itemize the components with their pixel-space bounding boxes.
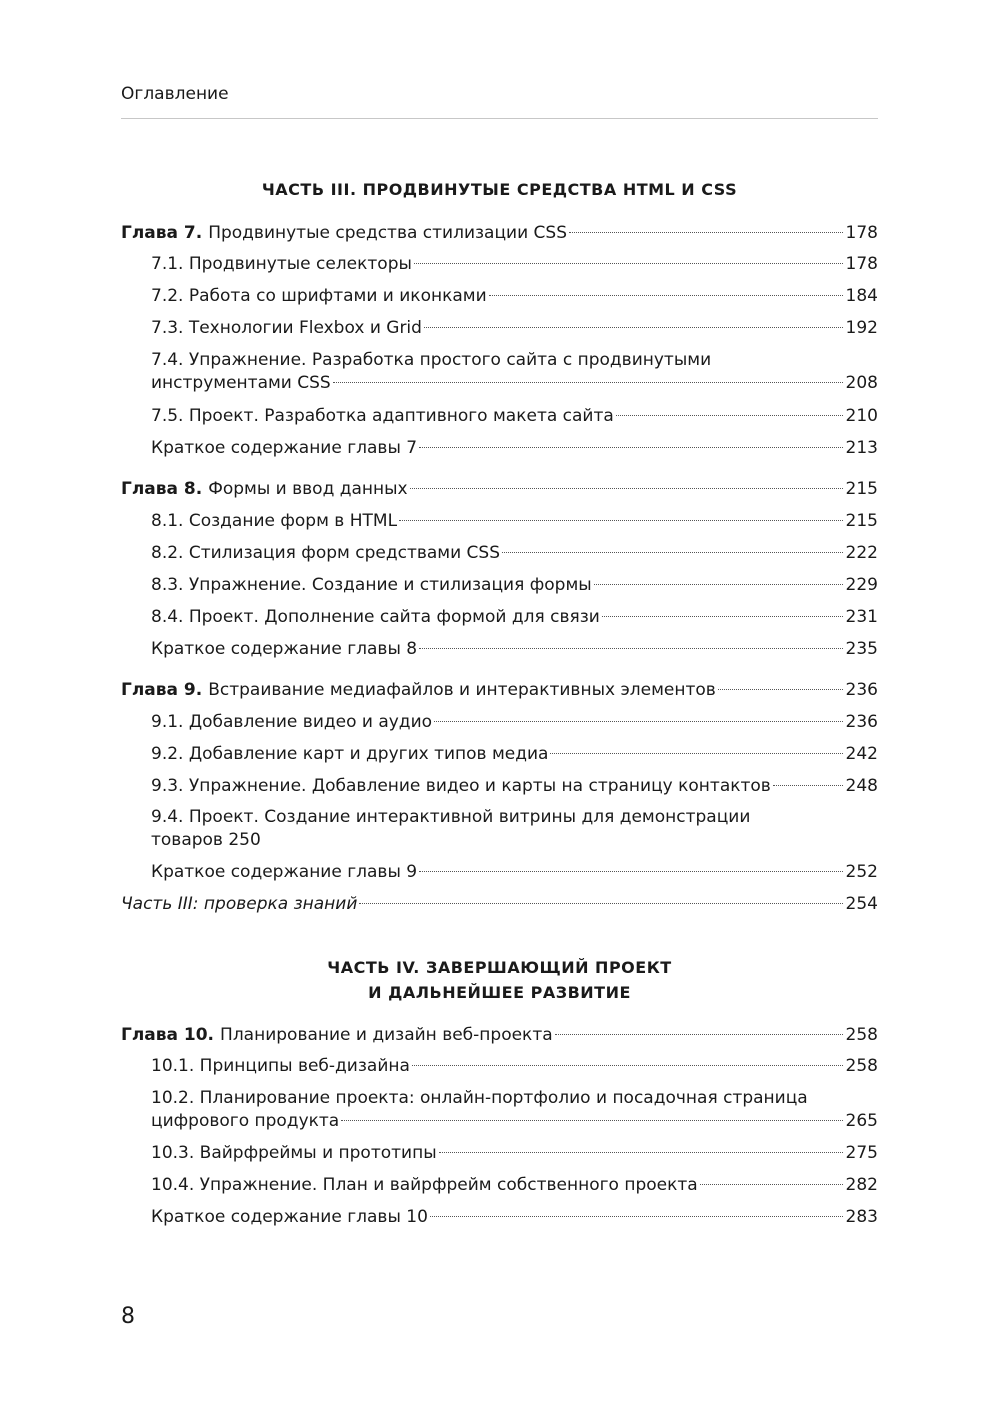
dot-leader (430, 1216, 843, 1217)
running-header: Оглавление (121, 84, 229, 104)
chapter-7-entry[interactable] (121, 219, 878, 247)
toc-entry[interactable] (151, 314, 878, 342)
dot-leader (502, 552, 843, 553)
entry-title: инструментами CSS (151, 373, 331, 393)
entry-title-line2[interactable]: товаров 250 (151, 830, 261, 850)
page-ref: 222 (845, 543, 878, 563)
entry-title: 10.1. Принципы веб-дизайна (151, 1056, 410, 1076)
entry-title: 10.3. Вайрфреймы и прототипы (151, 1143, 437, 1163)
dot-leader (399, 520, 843, 521)
entry-title-line1[interactable]: 9.4. Проект. Создание интерактивной витрины для демонстрации (151, 807, 751, 827)
entry-title: 9.1. Добавление видео и аудио (151, 712, 433, 732)
page-ref: 235 (845, 639, 878, 659)
toc-entry[interactable] (151, 1052, 878, 1080)
dot-leader (419, 447, 842, 448)
entry-title: 8.2. Стилизация форм средствами CSS (151, 543, 501, 563)
dot-leader (594, 584, 843, 585)
chapter-label: Глава 7. (121, 223, 203, 243)
toc-entry[interactable] (151, 708, 878, 736)
toc-entry[interactable] (151, 250, 878, 278)
toc-entry[interactable] (151, 571, 878, 599)
page-ref: 208 (845, 373, 878, 393)
page-ref: 215 (845, 479, 878, 499)
dot-leader (700, 1184, 843, 1185)
dot-leader (439, 1152, 843, 1153)
toc-entry[interactable] (151, 635, 878, 663)
entry-title: 7.5. Проект. Разработка адаптивного макета сайта (151, 406, 614, 426)
dot-leader (550, 753, 842, 754)
page-ref: 282 (845, 1175, 878, 1195)
page-ref: 275 (845, 1143, 878, 1163)
chapter-label: Глава 9. (121, 680, 203, 700)
part-4-title-line2: И ДАЛЬНЕЙШЕЕ РАЗВИТИЕ (368, 983, 631, 1002)
toc-entry[interactable] (151, 603, 878, 631)
toc-entry[interactable] (151, 282, 878, 310)
chapter-9-entry[interactable] (121, 676, 878, 704)
dot-leader (434, 721, 843, 722)
entry-title: 8.1. Создание форм в HTML (151, 511, 398, 531)
page-ref: 242 (845, 744, 878, 764)
entry-title: 9.2. Добавление карт и других типов медиа (151, 744, 549, 764)
dot-leader (341, 1120, 842, 1121)
dot-leader (602, 616, 843, 617)
toc-entry[interactable] (151, 1171, 878, 1199)
dot-leader (410, 488, 843, 489)
toc-entry[interactable] (151, 1139, 878, 1167)
page-ref: 236 (845, 680, 878, 700)
page-ref: 213 (845, 438, 878, 458)
dot-leader (773, 785, 843, 786)
entry-title: 7.2. Работа со шрифтами и иконками (151, 286, 487, 306)
toc-entry[interactable] (151, 740, 878, 768)
toc-entry[interactable] (151, 402, 878, 430)
entry-title: 7.3. Технологии Flexbox и Grid (151, 318, 422, 338)
page-ref: 178 (845, 223, 878, 243)
page-ref: 192 (845, 318, 878, 338)
entry-title-line1[interactable]: 10.2. Планирование проекта: онлайн-портфолио и посадочная страница (151, 1088, 808, 1108)
dot-leader (414, 263, 843, 264)
page-ref: 258 (845, 1025, 878, 1045)
chapter-title: Планирование и дизайн веб-проекта (220, 1025, 553, 1045)
entry-title: Краткое содержание главы 8 (151, 639, 418, 659)
page-ref: 252 (845, 862, 878, 882)
dot-leader (419, 871, 842, 872)
entry-title-line1[interactable]: 7.4. Упражнение. Разработка простого сайта с продвинутыми (151, 350, 712, 370)
entry-title: Часть III: проверка знаний (121, 894, 358, 914)
toc-entry[interactable] (151, 1203, 878, 1231)
page-ref: 236 (845, 712, 878, 732)
page-ref: 178 (845, 254, 878, 274)
dot-leader (412, 1065, 843, 1066)
page-ref: 283 (845, 1207, 878, 1227)
chapter-8-entry[interactable] (121, 475, 878, 503)
chapter-title: Продвинутые средства стилизации CSS (208, 223, 567, 243)
toc-entry[interactable] (151, 434, 878, 462)
part-3-quiz-entry[interactable] (121, 890, 878, 918)
dot-leader (616, 415, 843, 416)
toc-entry[interactable] (151, 772, 878, 800)
entry-title: 8.4. Проект. Дополнение сайта формой для связи (151, 607, 600, 627)
chapter-title: Встраивание медиафайлов и интерактивных элементов (208, 680, 716, 700)
page-ref: 258 (845, 1056, 878, 1076)
toc-entry[interactable] (151, 1107, 878, 1135)
dot-leader (333, 382, 843, 383)
entry-title: 8.3. Упражнение. Создание и стилизация формы (151, 575, 592, 595)
page-ref: 254 (845, 894, 878, 914)
dot-leader (424, 327, 843, 328)
entry-title: Краткое содержание главы 7 (151, 438, 418, 458)
page-ref: 231 (845, 607, 878, 627)
toc-entry[interactable] (151, 507, 878, 535)
page-ref: 184 (845, 286, 878, 306)
part-4-title-line1: ЧАСТЬ IV. ЗАВЕРШАЮЩИЙ ПРОЕКТ (327, 958, 672, 977)
dot-leader (489, 295, 843, 296)
dot-leader (419, 648, 842, 649)
dot-leader (555, 1034, 843, 1035)
toc-entry[interactable] (151, 539, 878, 567)
dot-leader (569, 232, 843, 233)
dot-leader (718, 689, 843, 690)
entry-title: цифрового продукта (151, 1111, 340, 1131)
dot-leader (359, 903, 842, 904)
entry-title: 10.4. Упражнение. План и вайрфрейм собственного проекта (151, 1175, 698, 1195)
entry-title: 7.1. Продвинутые селекторы (151, 254, 412, 274)
entry-title: Краткое содержание главы 10 (151, 1207, 428, 1227)
entry-title: 9.3. Упражнение. Добавление видео и карты на страницу контактов (151, 776, 771, 796)
chapter-label: Глава 10. (121, 1025, 215, 1045)
chapter-title: Формы и ввод данных (208, 479, 408, 499)
page-ref: 248 (845, 776, 878, 796)
toc-entry[interactable] (151, 858, 878, 886)
page-ref: 210 (845, 406, 878, 426)
page-ref: 215 (845, 511, 878, 531)
page-number: 8 (121, 1304, 135, 1329)
part-3-title: ЧАСТЬ III. ПРОДВИНУТЫЕ СРЕДСТВА HTML И CSS (261, 180, 738, 199)
toc-entry[interactable] (151, 369, 878, 397)
page-ref: 229 (845, 575, 878, 595)
chapter-label: Глава 8. (121, 479, 203, 499)
chapter-10-entry[interactable] (121, 1021, 878, 1049)
entry-title: Краткое содержание главы 9 (151, 862, 418, 882)
page-ref: 265 (845, 1111, 878, 1131)
header-rule (121, 118, 878, 119)
